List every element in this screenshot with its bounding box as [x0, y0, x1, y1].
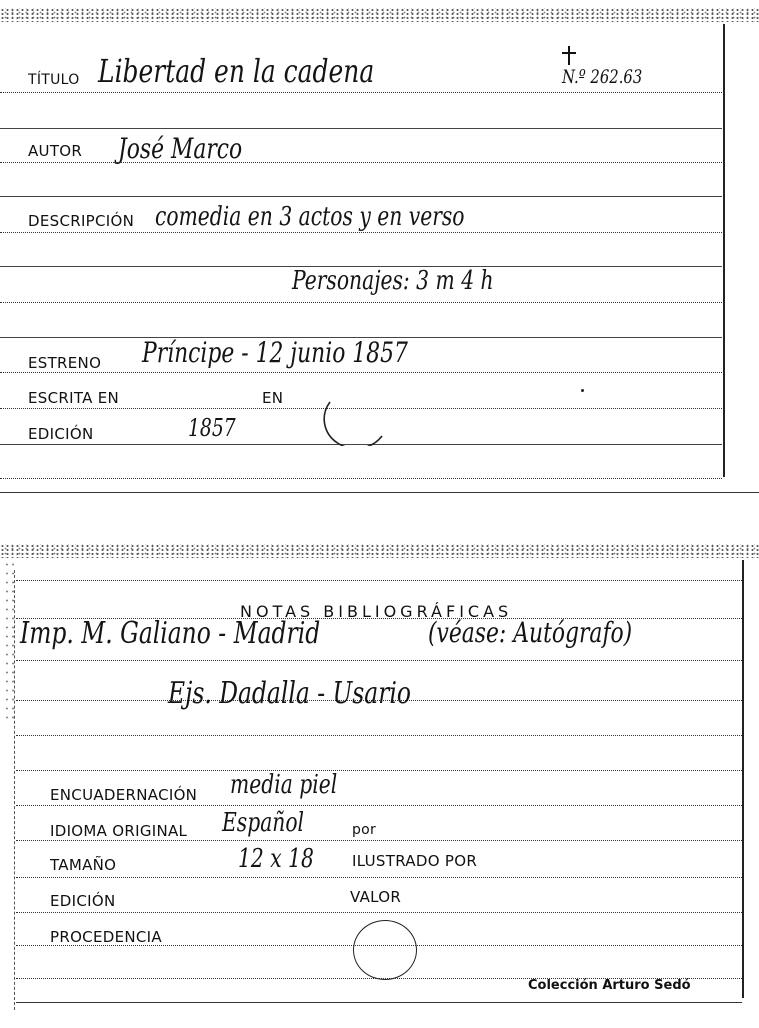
bibliographic-notes-heading: NOTAS BIBLIOGRÁFICAS — [240, 602, 513, 621]
en-label: EN — [262, 389, 284, 407]
collection-footer: Colección Arturo Sedó — [528, 978, 691, 993]
original-language-label: IDIOMA ORIGINAL — [50, 822, 188, 840]
torn-top-edge — [0, 544, 759, 558]
edition-label: EDICIÓN — [28, 425, 94, 443]
card-right-border — [723, 24, 725, 477]
card-right-border — [742, 560, 744, 998]
torn-top-edge — [0, 8, 759, 22]
translator-label: por — [352, 822, 377, 838]
cross-mark-icon — [560, 44, 578, 66]
catalog-card-front — [0, 0, 759, 495]
handwritten-premiere: Príncipe - 12 junio 1857 — [142, 336, 408, 369]
rule-line — [0, 302, 722, 303]
card-bottom-edge — [0, 492, 759, 493]
handwritten-description: comedia en 3 actos y en verso — [155, 202, 465, 232]
rule-line — [0, 372, 722, 373]
binding-label: ENCUADERNACIÓN — [50, 786, 198, 804]
rule-line — [0, 162, 722, 163]
handwritten-binding: media piel — [230, 770, 338, 800]
ink-dot — [581, 389, 584, 392]
description-label: DESCRIPCIÓN — [28, 212, 135, 230]
handwritten-catalog-number: N.º 262.63 — [562, 66, 643, 88]
handwritten-see-also: (véase: Autógrafo) — [428, 616, 633, 649]
card-bottom-edge — [16, 1002, 742, 1003]
handwritten-title: Libertad en la cadena — [98, 52, 375, 90]
written-in-label: ESCRITA EN — [28, 389, 120, 407]
rule-line — [0, 478, 722, 479]
value-label: VALOR — [350, 888, 402, 906]
handwritten-copies: Ejs. Dadalla - Usario — [168, 676, 412, 711]
rule-line — [16, 840, 742, 841]
author-label: AUTOR — [28, 142, 83, 160]
handwritten-printer: Imp. M. Galiano - Madrid — [20, 616, 321, 651]
catalog-card-back — [0, 540, 759, 1028]
edition-label: EDICIÓN — [50, 892, 116, 910]
rule-line — [16, 580, 742, 581]
left-margin-speckle — [4, 560, 14, 720]
handwritten-author: José Marco — [118, 132, 243, 165]
rule-line — [16, 912, 742, 913]
rule-line — [0, 232, 722, 233]
rule-line — [16, 660, 742, 661]
illustrated-by-label: ILUSTRADO POR — [352, 852, 478, 870]
rule-line — [0, 196, 722, 197]
size-label: TAMAÑO — [50, 856, 117, 874]
title-label: TÍTULO — [28, 72, 80, 88]
rule-line — [16, 770, 742, 771]
rule-line — [16, 735, 742, 736]
rule-line — [0, 128, 722, 129]
premiere-label: ESTRENO — [28, 354, 102, 372]
handwritten-edition: 1857 — [188, 414, 236, 442]
stamp-circle-icon — [353, 920, 417, 980]
card-left-edge — [14, 570, 15, 1010]
handwritten-characters: Personajes: 3 m 4 h — [292, 266, 494, 296]
handwritten-size: 12 x 18 — [238, 844, 314, 874]
rule-line — [16, 805, 742, 806]
stamp-circle-icon — [322, 396, 392, 446]
rule-line — [0, 92, 722, 93]
provenance-label: PROCEDENCIA — [50, 928, 162, 946]
rule-line — [16, 877, 742, 878]
handwritten-language: Español — [222, 808, 305, 838]
